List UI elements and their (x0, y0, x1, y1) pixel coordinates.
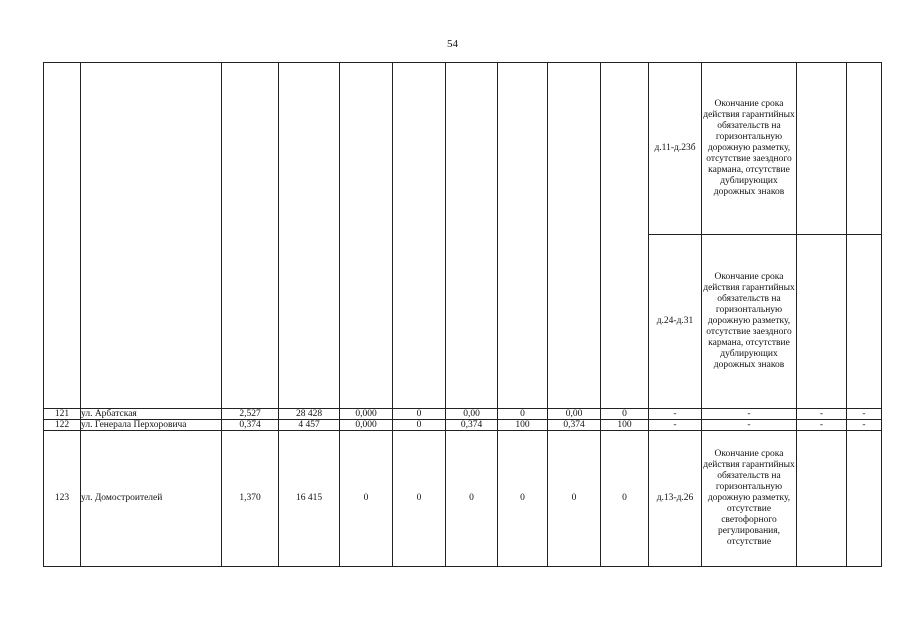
cell-empty-c5 (446, 63, 498, 409)
cell-empty (797, 63, 847, 235)
segment-cell: д.13-д.26 (649, 431, 702, 567)
cell-value: 0,000 (340, 420, 393, 431)
cell-empty-num (44, 63, 81, 409)
cell-value: 0 (446, 431, 498, 567)
cell-value: 0,000 (340, 409, 393, 420)
cell-value: 0 (393, 409, 446, 420)
street-name: ул. Домостроителей (81, 431, 222, 567)
reason-cell: Окончание срока действия гарантийных обязательств на горизонтальную дорожную разметку, отсутствие светофорного регулирования, отсутствие (702, 431, 797, 567)
cell-value: 100 (601, 420, 649, 431)
cell-value: 0 (548, 431, 601, 567)
cell-value: 0 (498, 431, 548, 567)
cell-value: - (847, 420, 882, 431)
cell-value: 0 (601, 409, 649, 420)
cell-empty (847, 63, 882, 235)
cell-empty-c2 (279, 63, 340, 409)
continuation-row-1 (44, 63, 882, 235)
table-row (44, 409, 882, 420)
cell-value: 0 (498, 409, 548, 420)
cell-value: 16 415 (279, 431, 340, 567)
cell-empty-c3 (340, 63, 393, 409)
table-row (44, 420, 882, 431)
cell-value: 0,00 (446, 409, 498, 420)
cell-value: 0,374 (222, 420, 279, 431)
cell-value: 0,374 (446, 420, 498, 431)
cell-value: - (847, 409, 882, 420)
cell-value: - (702, 420, 797, 431)
cell-value: 1,370 (222, 431, 279, 567)
cell-value: 0,00 (548, 409, 601, 420)
cell-empty (847, 431, 882, 567)
cell-value: 0,374 (548, 420, 601, 431)
page-number: 54 (447, 38, 458, 50)
cell-empty (797, 431, 847, 567)
reason-cell: Окончание срока действия гарантийных обязательств на горизонтальную дорожную разметку, отсутствие заездного кармана, отсутствие дублирующих дорожных знаков (702, 235, 797, 409)
cell-empty-c4 (393, 63, 446, 409)
cell-value: 28 428 (279, 409, 340, 420)
cell-empty-c6 (498, 63, 548, 409)
cell-empty-c1 (222, 63, 279, 409)
segment-cell: д.11-д.23б (649, 63, 702, 235)
cell-empty (797, 235, 847, 409)
cell-empty-c8 (601, 63, 649, 409)
cell-empty-c7 (548, 63, 601, 409)
cell-value: - (702, 409, 797, 420)
cell-value: - (649, 409, 702, 420)
street-name: ул. Арбатская (81, 409, 222, 420)
row-number: 123 (44, 431, 81, 567)
street-name: ул. Генерала Перхоровича (81, 420, 222, 431)
cell-value: 0 (601, 431, 649, 567)
cell-value: 0 (340, 431, 393, 567)
cell-value: 4 457 (279, 420, 340, 431)
cell-empty-name (81, 63, 222, 409)
roads-table (43, 62, 882, 567)
reason-cell: Окончание срока действия гарантийных обязательств на горизонтальную дорожную разметку, отсутствие заездного кармана, отсутствие дублирующих дорожных знаков (702, 63, 797, 235)
row-number: 121 (44, 409, 81, 420)
cell-value: 100 (498, 420, 548, 431)
cell-value: - (797, 420, 847, 431)
cell-value: 2,527 (222, 409, 279, 420)
table-row (44, 431, 882, 567)
cell-value: - (797, 409, 847, 420)
row-number: 122 (44, 420, 81, 431)
cell-value: - (649, 420, 702, 431)
cell-empty (847, 235, 882, 409)
segment-cell: д.24-д.31 (649, 235, 702, 409)
cell-value: 0 (393, 431, 446, 567)
cell-value: 0 (393, 420, 446, 431)
